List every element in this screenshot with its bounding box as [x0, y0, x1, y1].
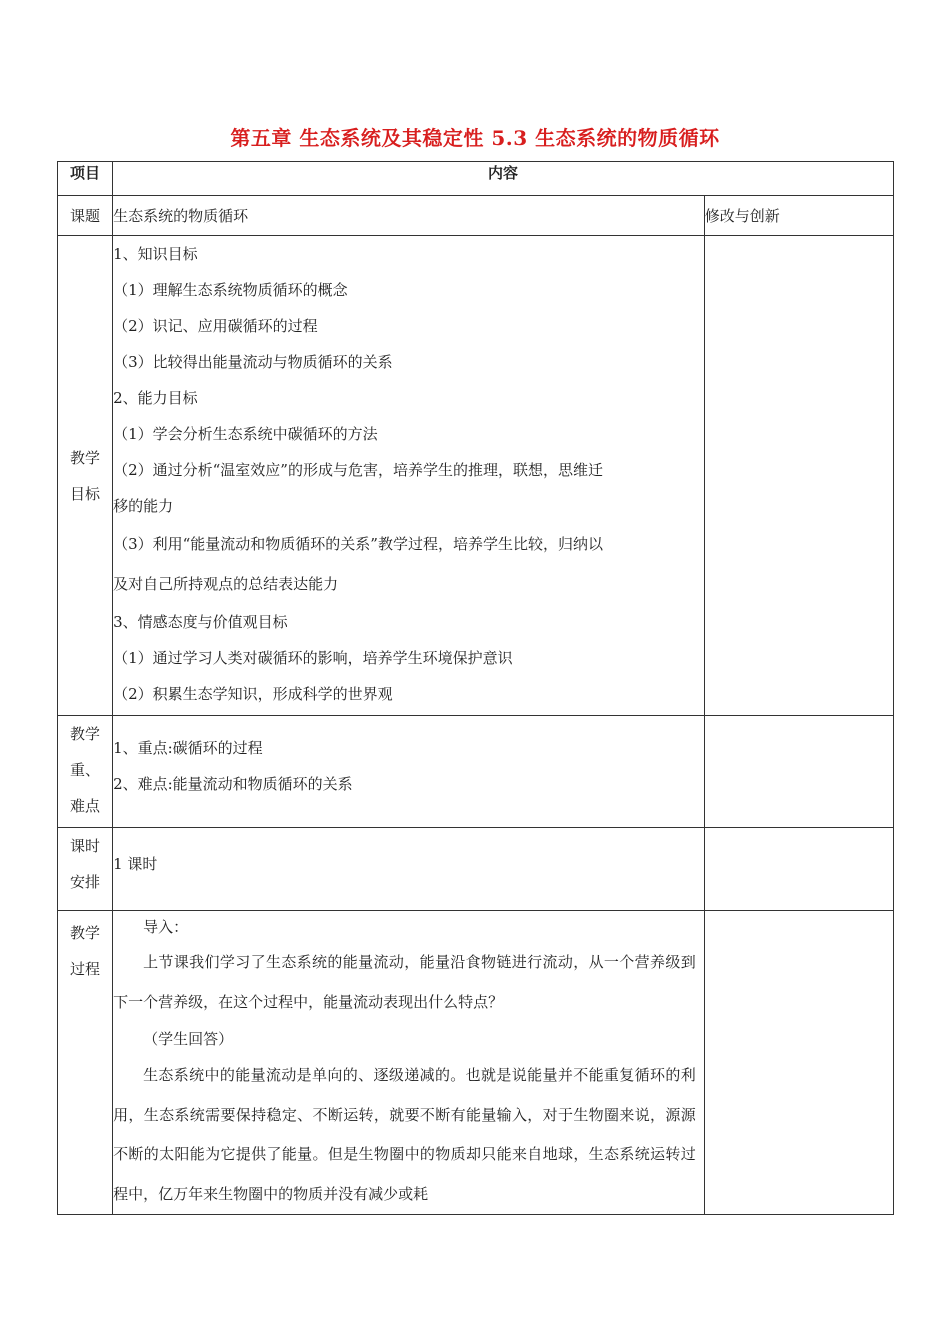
goals-label-line: 教学 — [70, 448, 101, 467]
goal-line: （1）学会分析生态系统中碳循环的方法 — [113, 425, 378, 443]
focus-notes-cell — [704, 716, 893, 828]
focus-content — [113, 716, 705, 828]
header-content: 内容 — [113, 162, 894, 196]
process-notes-cell — [704, 911, 893, 1215]
process-label-line: 教学 — [70, 924, 101, 942]
focus-label-line: 教学 — [70, 725, 101, 743]
process-student-answer: （学生回答） — [143, 1030, 234, 1048]
goal-line: （3）利用“能量流动和物质循环的关系”教学过程，培养学生比较，归纳以 — [113, 535, 603, 553]
focus-label — [58, 716, 113, 828]
lesson-plan-table — [57, 161, 894, 1215]
topic-value: 生态系统的物质循环 — [113, 196, 705, 236]
goal-line: （1）通过学习人类对碳循环的影响，培养学生环境保护意识 — [113, 649, 513, 667]
schedule-value: 1 课时 — [113, 855, 158, 873]
topic-row — [58, 196, 894, 236]
goal-line: （2）积累生态学知识，形成科学的世界观 — [113, 685, 393, 703]
schedule-notes-cell — [704, 828, 893, 911]
goals-content — [113, 236, 705, 716]
process-row — [58, 911, 894, 1215]
process-label-line: 过程 — [70, 960, 101, 978]
process-paragraph: 上节课我们学习了生态系统的能量流动，能量沿食物链进行流动，从一个营养级到下一个营养级，在这个过程中，能量流动表现出什么特点？ — [113, 953, 696, 1011]
goals-label-line: 目标 — [70, 484, 101, 503]
goal-line: （3）比较得出能量流动与物质循环的关系 — [113, 353, 393, 371]
process-label — [58, 911, 113, 1215]
process-paragraph: 生态系统中的能量流动是单向的、逐级递减的。也就是说能量并不能重复循环的利用，生态系统需要保持稳定、不断运转，就要不断有能量输入，对于生物圈来说，源源不断的太阳能为它提供了能量。但是生物圈中的物质却只能来自地球，生态系统运转过程中，亿万年来生物圈中的物质并没有减少或耗 — [113, 1066, 696, 1203]
process-intro: 导入： — [143, 918, 189, 936]
page-title: 第五章 生态系统及其稳定性 5.3 生态系统的物质循环 — [230, 126, 720, 150]
focus-label-line: 难点 — [70, 797, 101, 815]
table-header-row — [58, 162, 894, 196]
goal-line: 移的能力 — [113, 497, 174, 515]
header-item: 项目 — [58, 162, 113, 196]
goal-line: 2、能力目标 — [113, 389, 198, 407]
goals-row — [58, 236, 894, 716]
revision-note-label: 修改与创新 — [704, 196, 893, 236]
focus-row — [58, 716, 894, 828]
goal-line: 1、知识目标 — [113, 245, 198, 263]
schedule-content — [113, 828, 705, 911]
goal-line: 及对自己所持观点的总结表达能力 — [113, 575, 339, 593]
schedule-label-line: 课时 — [70, 837, 101, 855]
focus-line: 2、难点:能量流动和物质循环的关系 — [113, 775, 353, 793]
goal-line: （2）识记、应用碳循环的过程 — [113, 317, 318, 335]
focus-line: 1、重点:碳循环的过程 — [113, 739, 263, 757]
schedule-label-line: 安排 — [70, 873, 101, 891]
topic-label: 课题 — [58, 196, 113, 236]
goal-line: （1）理解生态系统物质循环的概念 — [113, 281, 348, 299]
focus-label-line: 重、 — [70, 761, 101, 779]
goals-label — [58, 236, 113, 716]
goal-line: （2）通过分析“温室效应”的形成与危害，培养学生的推理，联想，思维迁 — [113, 461, 603, 479]
process-content — [113, 911, 705, 1215]
schedule-row — [58, 828, 894, 911]
goals-notes-cell — [704, 236, 893, 716]
goal-line: 3、情感态度与价值观目标 — [113, 613, 288, 631]
schedule-label — [58, 828, 113, 911]
